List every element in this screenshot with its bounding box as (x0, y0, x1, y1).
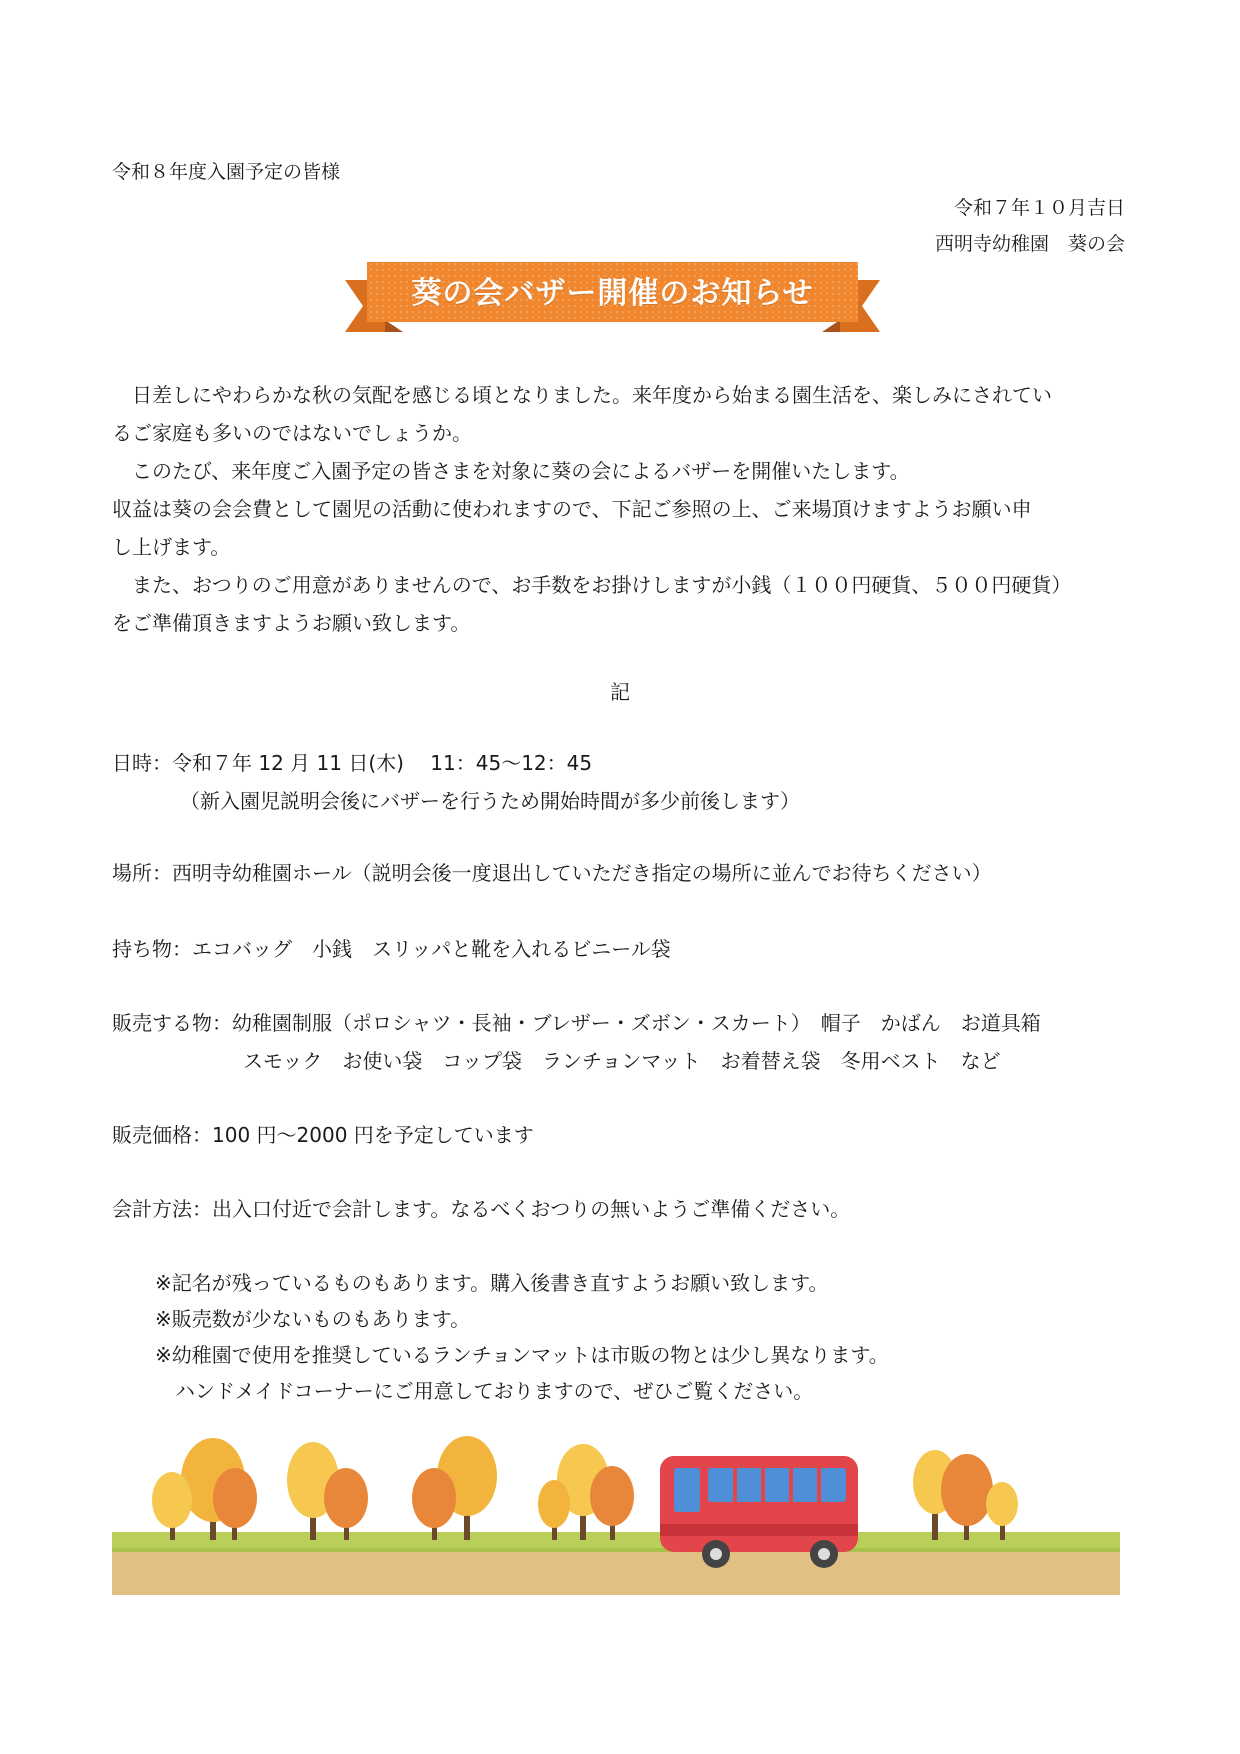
tree-icon (412, 1436, 497, 1540)
payment-row (112, 1194, 850, 1224)
bus-icon (660, 1456, 858, 1568)
road (112, 1550, 1120, 1595)
intro-body (112, 376, 1130, 642)
price-value: 100 円～2000 円を予定しています (212, 1123, 534, 1147)
issue-date: 令和７年１０月吉日 (953, 197, 1125, 219)
price-label: 販売価格： (112, 1123, 212, 1147)
body-line: し上げます。 (112, 535, 231, 559)
bring-value: エコバッグ 小銭 スリッパと靴を入れるビニール袋 (192, 937, 671, 961)
sell-line-1: 幼稚園制服（ポロシャツ・長袖・ブレザー・ズボン・スカート） 帽子 かばん お道具箱 (232, 1011, 1041, 1035)
place-label: 場所： (112, 861, 172, 885)
bring-label: 持ち物： (112, 937, 192, 961)
autumn-bus-illustration (112, 1420, 1120, 1595)
payment-value: 出入口付近で会計します。なるべくおつりの無いようご準備ください。 (212, 1197, 851, 1221)
tree-icon (913, 1450, 1018, 1540)
body-line: るご家庭も多いのではないでしょうか。 (112, 421, 472, 445)
body-line: 収益は葵の会会費として園児の活動に使われますので、下記ご参照の上、ご来場頂けますようお願い申 (112, 497, 1032, 521)
datetime-label: 日時： (112, 751, 172, 775)
banner-title: 葵の会バザー開催のお知らせ (411, 276, 814, 311)
body-line: をご準備頂きますようお願い致します。 (112, 611, 471, 635)
bring-row (112, 934, 671, 964)
datetime-row (112, 748, 592, 778)
recipient-line: 令和８年度入園予定の皆様 (112, 161, 341, 183)
tree-icon (538, 1444, 634, 1540)
body-line: 日差しにやわらかな秋の気配を感じる頃となりました。来年度から始まる園生活を、楽しみにされてい (112, 383, 1052, 407)
datetime-value: 令和７年 12 月 11 日(木) 11：45～12：45 (172, 751, 593, 775)
place-value: 西明寺幼稚園ホール（説明会後一度退出していただき指定の場所に並んでお待ちください） (172, 861, 992, 885)
payment-label: 会計方法： (112, 1197, 212, 1221)
ki-heading: 記 (610, 680, 630, 704)
datetime-note: （新入園児説明会後にバザーを行うため開始時間が多少前後します） (180, 789, 800, 813)
body-line: また、おつりのご用意がありませんので、お手数をお掛けしますが小銭（１００円硬貨、５００円硬貨） (112, 573, 1072, 597)
body-line: このたび、来年度ご入園予定の皆さまを対象に葵の会によるバザーを開催いたします。 (112, 459, 910, 483)
note-item: ※販売数が少ないものもあります。 (155, 1307, 471, 1331)
sell-line-2: スモック お使い袋 コップ袋 ランチョンマット お着替え袋 冬用ベスト など (243, 1049, 1001, 1073)
sell-row (112, 1008, 1041, 1038)
tree-icon (287, 1442, 368, 1540)
price-row (112, 1120, 534, 1150)
tree-icon (152, 1438, 257, 1540)
note-item: ハンドメイドコーナーにご用意しておりますので、ぜひご覧ください。 (155, 1379, 814, 1403)
sender-name: 西明寺幼稚園 葵の会 (934, 233, 1125, 255)
sell-label: 販売する物： (112, 1011, 232, 1035)
note-item: ※幼稚園で使用を推奨しているランチョンマットは市販の物とは少し異なります。 (155, 1343, 889, 1367)
note-item: ※記名が残っているものもあります。購入後書き直すようお願い致します。 (155, 1271, 829, 1295)
title-ribbon-banner (345, 262, 880, 334)
place-row (112, 858, 992, 888)
notes-list (155, 1265, 889, 1409)
